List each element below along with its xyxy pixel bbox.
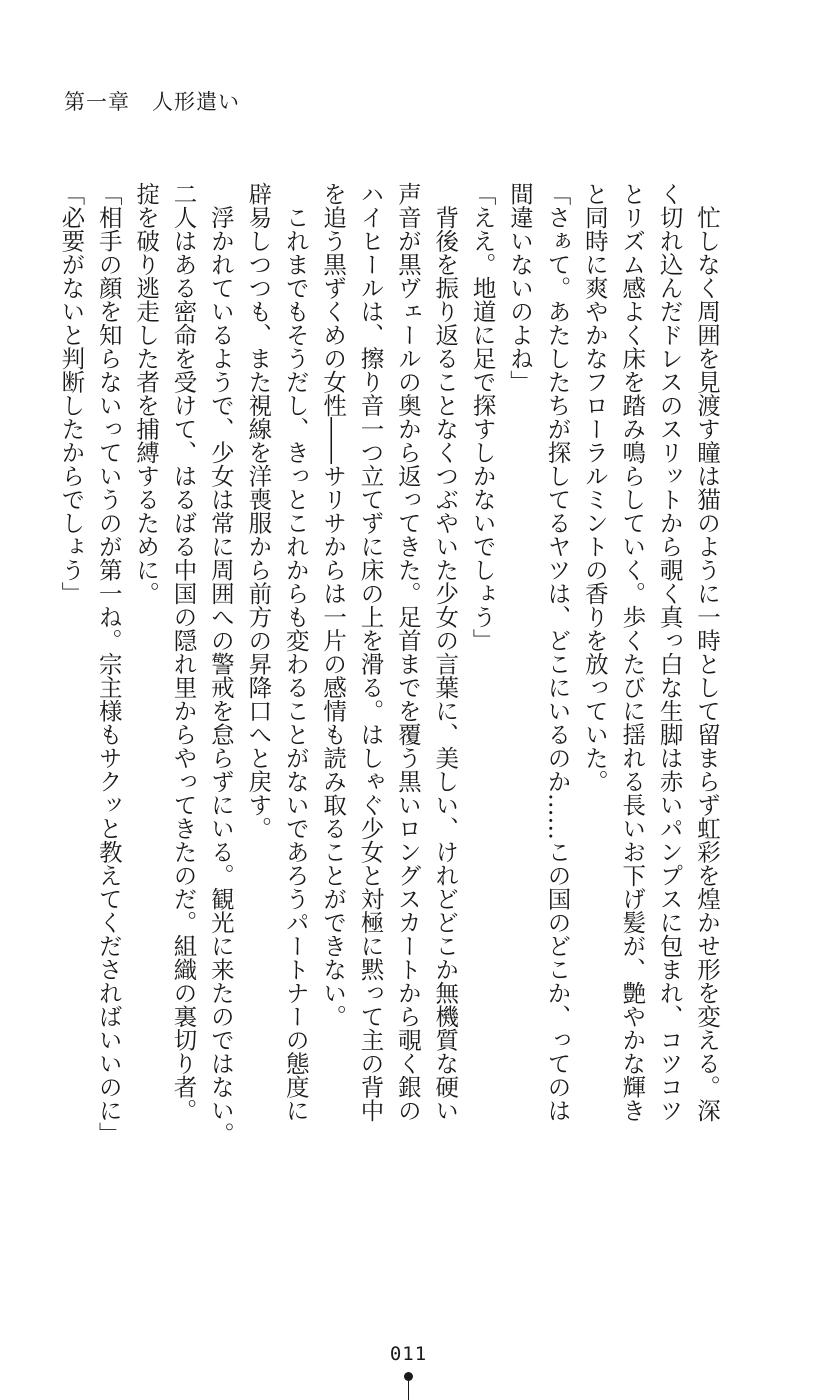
text-column: 「相手の顔を知らないっていうのが第一ね。宗主様もサクッと教えてくださればいいのに」 (94, 182, 123, 1146)
chapter-title: 第一章 人形遣い (64, 90, 240, 114)
text-column: く切れ込んだドレスのスリットから覗く真っ白な生脚は赤いパンプスに包まれ、コツコツ (655, 182, 684, 1122)
text-column: これまでもそうだし、きっとこれからも変わることがないであろうパートナーの態度に (281, 182, 310, 1122)
text-column: ハイヒールは、擦り音一つ立てずに床の上を滑る。はしゃぐ少女と対極に黙って主の背中 (356, 182, 385, 1122)
text-column: 浮かれているようで、少女は常に周囲への警戒を怠らずにいる。観光に来たのではない。 (206, 182, 235, 1146)
text-column: 「ええ。地道に足で探すしかないでしょう」 (468, 182, 497, 652)
text-column: 辟易しつつも、また視線を洋喪服から前方の昇降口へと戻す。 (244, 182, 273, 840)
page-marker-line (408, 1380, 409, 1400)
text-column: 声音が黒ヴェールの奥から返ってきた。足首までを覆う黒いロングスカートから覗く銀の (393, 182, 422, 1122)
text-column: 忙しなく周囲を見渡す瞳は猫のように一時として留まらず虹彩を煌かせ形を変える。深 (693, 182, 721, 1122)
text-column: とリズム感よく床を踏み鳴らしていく。歩くたびに揺れる長いお下げ髪が、艶やかな輝き (618, 182, 647, 1122)
text-column: 「必要がないと判断したからでしょう」 (57, 182, 86, 605)
body-text (52, 182, 725, 1146)
text-column: 背後を振り返ることなくつぶやいた少女の言葉に、美しい、けれどどこか無機質な硬い (431, 182, 460, 1122)
page-number: 011 (389, 1343, 428, 1365)
text-column: 二人はある密命を受けて、はるばる中国の隠れ里からやってきたのだ。組織の裏切り者。 (169, 182, 198, 1122)
text-column: 掟を破り逃走した者を捕縛するために。 (132, 182, 161, 605)
text-column: と同時に爽やかなフローラルミントの香りを放っていた。 (580, 182, 609, 793)
text-column: 「さぁて。あたしたちが探してるヤツは、どこにいるのか……この国のどこか、ってのは (543, 182, 572, 1122)
text-column: 間違いないのよね」 (506, 182, 535, 394)
text-column: を追う黒ずくめの女性――サリサからは一片の感情も読み取ることができない。 (319, 182, 348, 1028)
